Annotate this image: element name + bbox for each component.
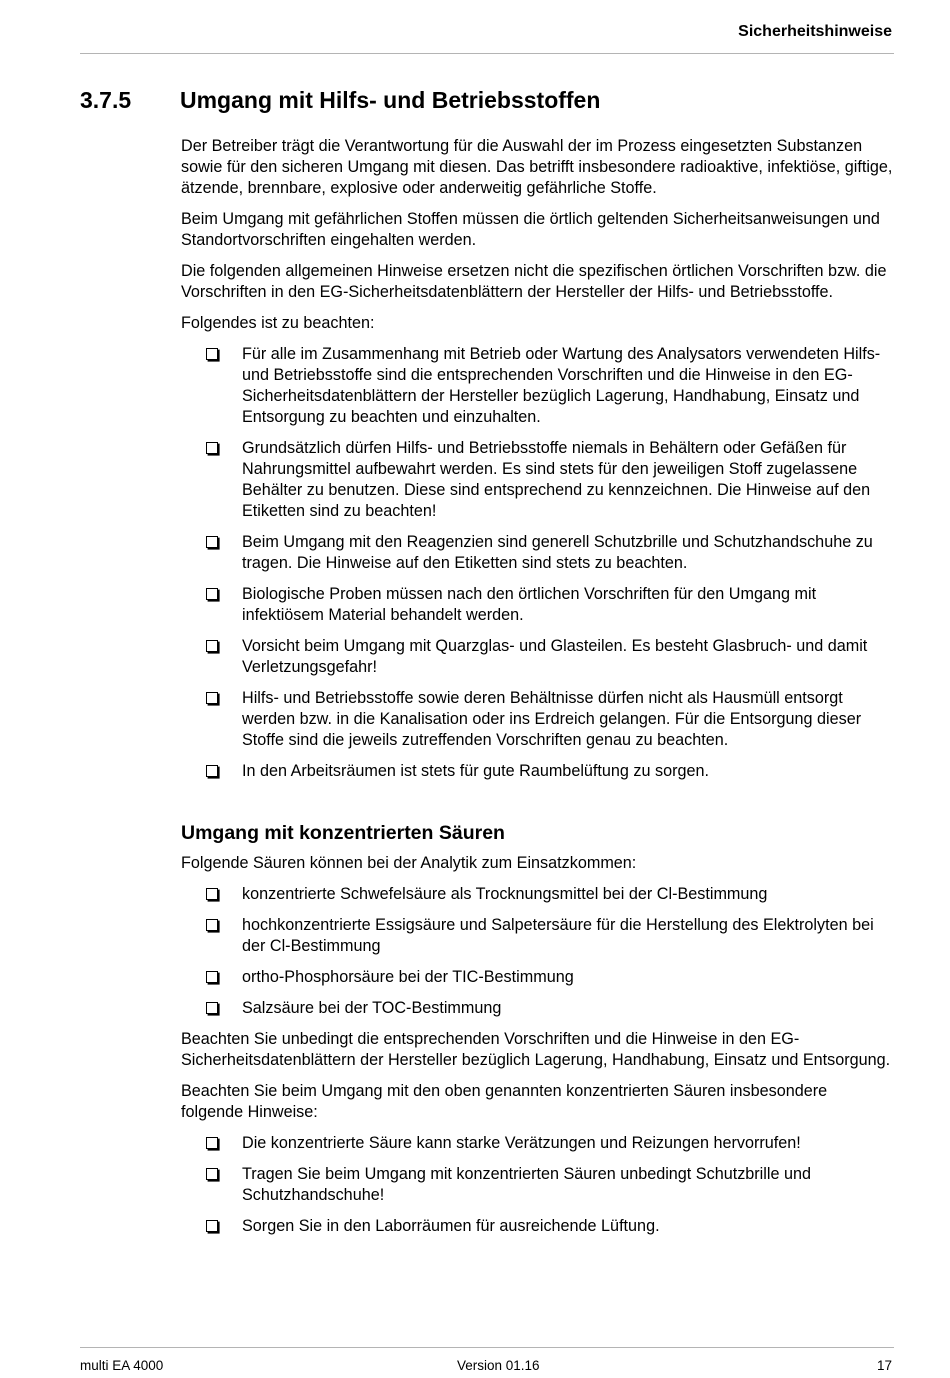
list-item: Grundsätzlich dürfen Hilfs- und Betriebsstoffe niemals in Behältern oder Gefäßen für Nahrungsmittel aufbewahrt werden. Es sind stets für den jeweiligen Stoff zugelassene Behälter zu benutzen. Diese sind entsprechend zu kennzeichnen. Die Hinweise auf den Etiketten sind zu beachten! (181, 438, 893, 522)
acids-hints-list (181, 1133, 893, 1237)
list-item: Beim Umgang mit den Reagenzien sind generell Schutzbrille und Schutzhandschuhe zu tragen. Die Hinweise auf den Etiketten sind stets zu beachten. (181, 532, 893, 574)
checkbox-bullet-icon (206, 1002, 218, 1014)
checkbox-bullet-icon (206, 536, 218, 548)
intro-paragraph-3: Die folgenden allgemeinen Hinweise ersetzen nicht die spezifischen örtlichen Vorschriften bzw. die Vorschriften in den EG-Sicherheitsdatenblättern der Hersteller der Hilfs- und Betriebsstoffe. (181, 262, 887, 301)
list-item: Die konzentrierte Säure kann starke Verätzungen und Reizungen hervorrufen! (181, 1133, 893, 1154)
list-item: Sorgen Sie in den Laborräumen für ausreichende Lüftung. (181, 1216, 893, 1237)
intro-paragraph-1: Der Betreiber trägt die Verantwortung für die Auswahl der im Prozess eingesetzten Substanzen sowie für den sicheren Umgang mit diesen. Das betrifft insbesondere radioaktive, infektiöse, giftige, ätzende, brennbare, explosive oder anderweitig gefährliche Stoffe. (181, 137, 893, 197)
checkbox-bullet-icon (206, 442, 218, 454)
checkbox-bullet-icon (206, 348, 218, 360)
checkbox-bullet-icon (206, 1137, 218, 1149)
page-footer (80, 1347, 894, 1373)
section-heading (80, 87, 600, 114)
section-title: Umgang mit Hilfs- und Betriebsstoffen (180, 87, 601, 113)
checkbox-bullet-icon (206, 765, 218, 777)
list-item: Tragen Sie beim Umgang mit konzentrierten Säuren unbedingt Schutzbrille und Schutzhandschuhe! (181, 1164, 893, 1206)
list-item: Biologische Proben müssen nach den örtlichen Vorschriften für den Umgang mit infektiösem Material behandelt werden. (181, 584, 893, 626)
list-item: Vorsicht beim Umgang mit Quarzglas- und Glasteilen. Es besteht Glasbruch- und damit Verletzungsgefahr! (181, 636, 893, 678)
checkbox-bullet-icon (206, 1168, 218, 1180)
list-item: hochkonzentrierte Essigsäure und Salpetersäure für die Herstellung des Elektrolyten bei der Cl-Bestimmung (181, 915, 893, 957)
list-item: Salzsäure bei der TOC-Bestimmung (181, 998, 893, 1019)
intro-paragraph-4: Folgendes ist zu beachten: (181, 314, 375, 332)
checkbox-bullet-icon (206, 588, 218, 600)
footer-product: multi EA 4000 (80, 1358, 164, 1373)
checkbox-bullet-icon (206, 1220, 218, 1232)
acids-list (181, 884, 893, 1019)
checkbox-bullet-icon (206, 971, 218, 983)
list-item: Hilfs- und Betriebsstoffe sowie deren Behältnisse dürfen nicht als Hausmüll entsorgt werden bzw. in die Kanalisation oder ins Erdreich gelangen. Für die Entsorgung dieser Stoffe sind die jeweils zutreffenden Vorschriften genau zu beachten. (181, 688, 893, 751)
list-item: Für alle im Zusammenhang mit Betrieb oder Wartung des Analysators verwendeten Hilfs- und Betriebsstoffe sind die entsprechenden Vorschriften und die Hinweise in den EG-Sicherheitsdatenblättern der Hersteller bezüglich Lagerung, Handhabung, Einsatz und Entsorgung zu beachten und einzuhalten. (181, 344, 893, 428)
section-number: 3.7.5 (80, 87, 132, 113)
acids-heading: Umgang mit konzentrierten Säuren (181, 822, 505, 844)
page-number: 17 (876, 1358, 892, 1373)
checkbox-bullet-icon (206, 692, 218, 704)
checkbox-bullet-icon (206, 640, 218, 652)
content-column (181, 136, 893, 1247)
footer-version: Version 01.16 (457, 1358, 540, 1373)
general-hints-list (181, 344, 893, 782)
acids-paragraph-2: Beachten Sie beim Umgang mit den oben genannten konzentrierten Säuren insbesondere folgende Hinweise: (181, 1082, 828, 1121)
intro-paragraph-2: Beim Umgang mit gefährlichen Stoffen müssen die örtlich geltenden Sicherheitsanweisungen und Standortvorschriften eingehalten werden. (181, 210, 880, 249)
acids-intro: Folgende Säuren können bei der Analytik zum Einsatzkommen: (181, 854, 637, 872)
page-header (80, 0, 894, 54)
list-item: ortho-Phosphorsäure bei der TIC-Bestimmung (181, 967, 893, 988)
acids-paragraph-1: Beachten Sie unbedingt die entsprechenden Vorschriften und die Hinweise in den EG-Sicherheitsdatenblättern der Hersteller bezüglich Lagerung, Handhabung, Einsatz und Entsorgung. (181, 1030, 891, 1069)
list-item: konzentrierte Schwefelsäure als Trocknungsmittel bei der Cl-Bestimmung (181, 884, 893, 905)
checkbox-bullet-icon (206, 919, 218, 931)
checkbox-bullet-icon (206, 888, 218, 900)
header-title: Sicherheitshinweise (738, 23, 892, 40)
list-item: In den Arbeitsräumen ist stets für gute Raumbelüftung zu sorgen. (181, 761, 893, 782)
